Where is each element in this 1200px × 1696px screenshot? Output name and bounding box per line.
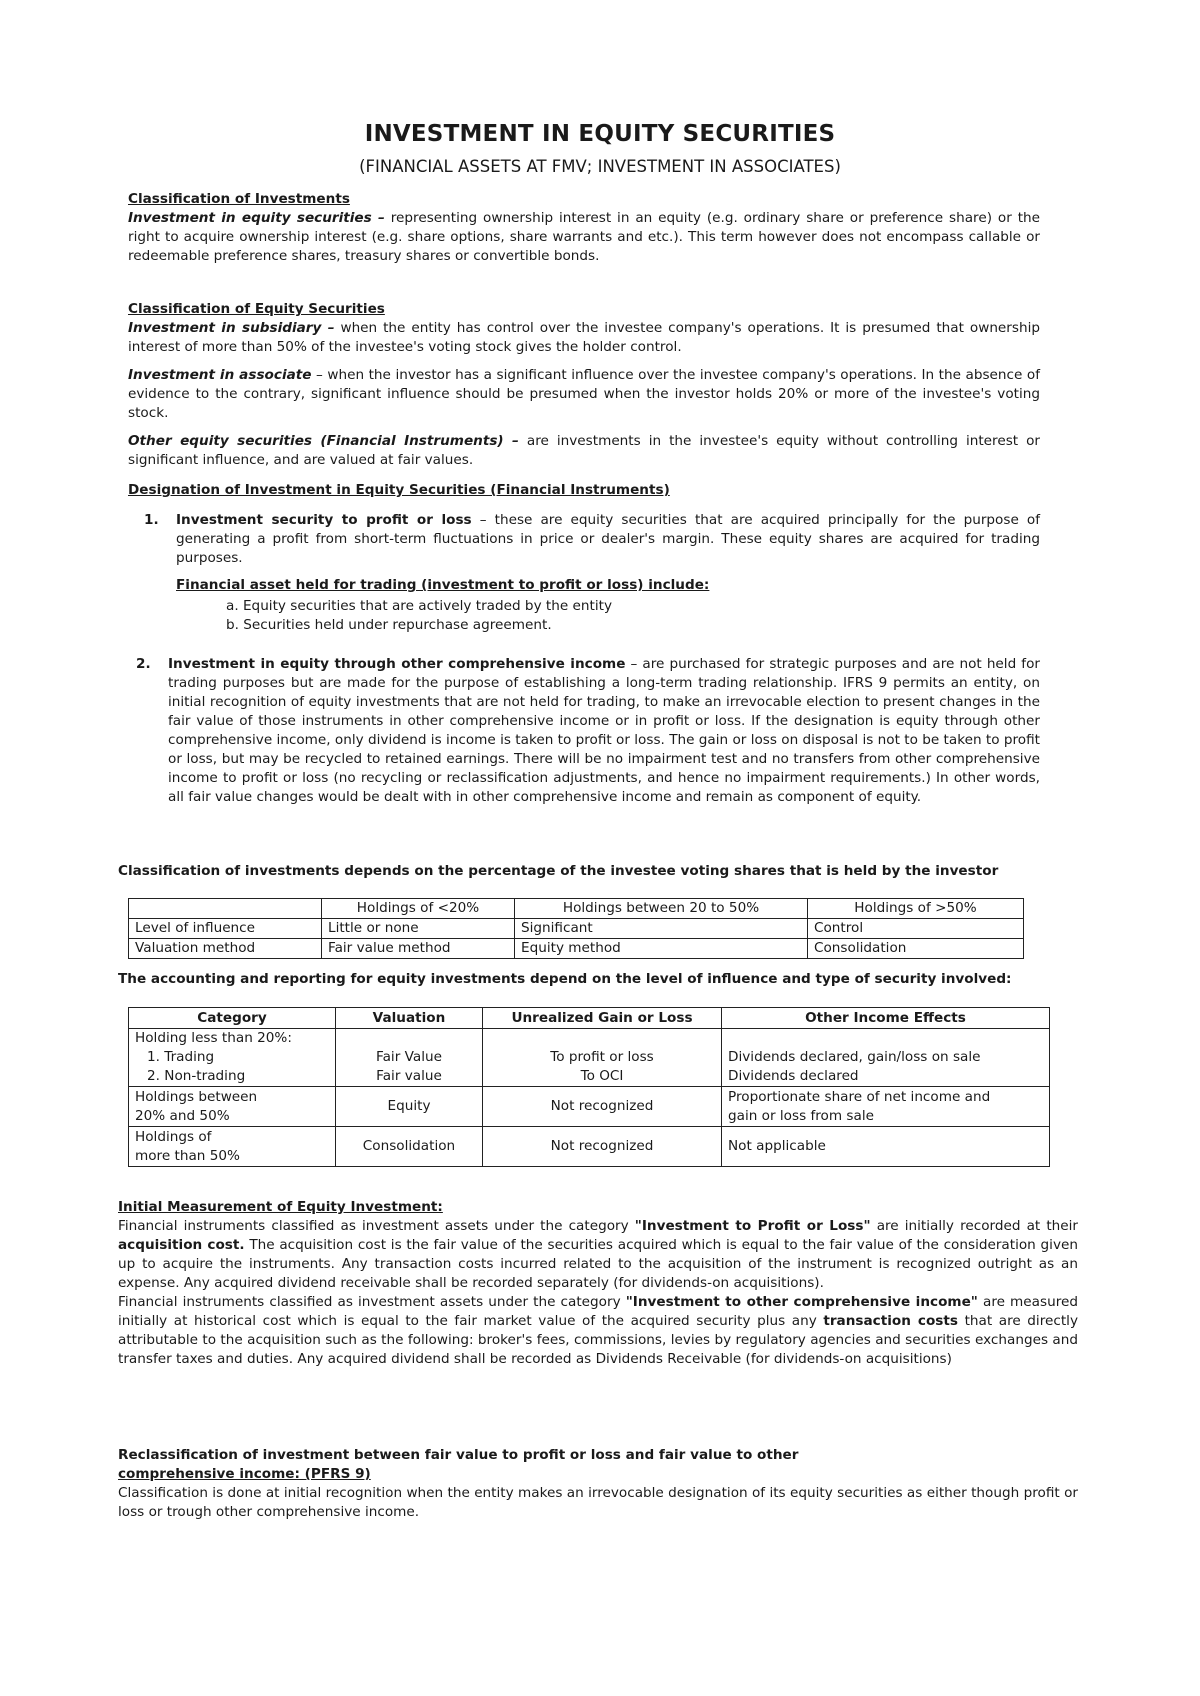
table-row — [129, 1127, 1050, 1167]
cell-line: Holding less than 20%: — [135, 1030, 292, 1046]
term: Investment security to profit or loss — [176, 512, 472, 528]
influence-table — [128, 898, 1024, 959]
cell-line: Holdings between — [135, 1088, 258, 1105]
paragraph-text: Financial instruments classified as investment assets under the category — [118, 1218, 629, 1234]
paragraph-text: Classification is done at initial recognition when the entity makes an irrevocable designation of its equity securities as either though profit or loss or trough other comprehensive income. — [118, 1485, 1078, 1520]
cell-line: 1. Trading — [147, 1049, 215, 1065]
section-heading: Classification of Equity Securities — [128, 301, 385, 317]
table-header-row — [129, 1008, 1050, 1029]
table-header-cell: Category — [129, 1008, 336, 1029]
term: Investment in equity through other comprehensive income — [168, 656, 626, 672]
cell-line: Proportionate share of net income and — [728, 1088, 991, 1105]
section-designation — [128, 481, 1040, 500]
term: Investment in subsidiary – — [128, 320, 335, 336]
table-cell: Significant — [515, 919, 808, 939]
paragraph-associate — [128, 366, 1040, 423]
list-number: 1. — [144, 512, 159, 528]
term: Investment in associate — [128, 367, 312, 383]
section-heading-underlined: comprehensive income: (PFRS 9) — [118, 1466, 371, 1482]
paragraph-text: that are directly attributable to the acquisition such as the following: broker's fees, commissions, levies by regulatory agencies and securities exchanges and transfer taxes and duties. Any acquired dividend shall be recorded as Dividends Receivable (for dividends-on acquisitions) — [118, 1313, 1078, 1367]
table-cell: Control — [808, 919, 1024, 939]
table-row — [129, 1087, 1050, 1127]
sub-list-item-b: b. Securities held under repurchase agreement. — [226, 617, 552, 633]
paragraph-other-equity — [128, 432, 1040, 470]
cell-line: To OCI — [580, 1068, 624, 1084]
table-header-cell: Unrealized Gain or Loss — [483, 1008, 722, 1029]
table-cell — [129, 1029, 336, 1087]
paragraph-text: – when the investor has a significant influence over the investee company's operations. In the absence of evidence to the contrary, significant influence should be presumed when the investor holds 20% or more of the investee's voting stock. — [128, 367, 1040, 421]
section-classification-of-investments — [128, 190, 1040, 266]
paragraph-subsidiary — [128, 319, 1040, 357]
table-cell: Level of influence — [129, 919, 322, 939]
list-number: 2. — [136, 656, 151, 672]
table-header-cell: Valuation — [336, 1008, 483, 1029]
table-cell — [129, 1127, 336, 1167]
term: Investment in equity securities – — [128, 210, 385, 226]
table1-caption: Classification of investments depends on the percentage of the investee voting shares that is held by the investor — [118, 863, 999, 879]
section-initial-measurement — [118, 1198, 1078, 1369]
term: transaction costs — [823, 1313, 958, 1329]
table-cell: Fair value method — [322, 939, 515, 959]
cell-line: Holdings of — [135, 1128, 212, 1145]
paragraph-text: are initially recorded at their — [876, 1218, 1079, 1234]
table-cell — [722, 1087, 1050, 1127]
paragraph-text: when the entity has control over the investee company's operations. It is presumed that ownership interest of more than 50% of the investee's voting stock gives the holder control. — [128, 320, 1040, 355]
paragraph-text: are measured initially at historical cost which is equal to the fair market value of the acquired security plus any — [118, 1294, 1078, 1329]
table-cell: Little or none — [322, 919, 515, 939]
list-item-2 — [168, 655, 1040, 807]
cell-line: Fair Value — [376, 1049, 442, 1065]
cell-line: more than 50% — [135, 1147, 240, 1164]
term: "Investment to other comprehensive income" — [625, 1294, 978, 1310]
table-cell: Not applicable — [722, 1127, 1050, 1167]
section-reclassification — [118, 1446, 1078, 1522]
paragraph — [118, 1293, 1078, 1369]
sub-heading-held-for-trading — [176, 576, 1040, 595]
section-heading: Designation of Investment in Equity Securities (Financial Instruments) — [128, 482, 670, 498]
page-title: INVESTMENT IN EQUITY SECURITIES — [364, 121, 836, 147]
term: "Investment to Profit or Loss" — [634, 1218, 871, 1234]
cell-line: gain or loss from sale — [728, 1107, 874, 1124]
section-heading: Classification of Investments — [128, 191, 350, 207]
table-row — [129, 1029, 1050, 1087]
section-heading: Initial Measurement of Equity Investment: — [118, 1199, 443, 1215]
table-cell: Consolidation — [808, 939, 1024, 959]
table-cell: Valuation method — [129, 939, 322, 959]
table-header-cell: Holdings of >50% — [808, 899, 1024, 919]
paragraph-text: The acquisition cost is the fair value of the securities acquired which is equal to the fair value of the consideration given up to acquire the instruments. Any transaction costs incurred related to the acquisition of the instrument is recognized outright as an expense. Any acquired dividend receivable shall be recorded separately (for dividends-on acquisitions). — [118, 1237, 1078, 1291]
page-subtitle: (FINANCIAL ASSETS AT FMV; INVESTMENT IN ASSOCIATES) — [359, 157, 841, 176]
paragraph-text: Financial instruments classified as investment assets under the category — [118, 1294, 621, 1310]
table2-caption: The accounting and reporting for equity investments depend on the level of influence and type of security involved: — [118, 971, 1012, 987]
paragraph — [128, 209, 1040, 266]
term: Other equity securities (Financial Instruments) – — [128, 433, 519, 449]
table-cell — [129, 1087, 336, 1127]
table-cell — [483, 1029, 722, 1087]
term: acquisition cost. — [118, 1237, 245, 1253]
cell-line: 2. Non-trading — [147, 1068, 246, 1084]
table-cell: Equity method — [515, 939, 808, 959]
cell-line: 20% and 50% — [135, 1107, 230, 1124]
table-header-cell: Holdings of <20% — [322, 899, 515, 919]
paragraph-text: – these are equity securities that are acquired principally for the purpose of generating a profit from short-term fluctuations in price or dealer's margin. These equity shares are acquired for trading purposes. — [176, 512, 1041, 566]
table-row — [129, 919, 1024, 939]
table-header-cell: Other Income Effects — [722, 1008, 1050, 1029]
table-cell: Consolidation — [336, 1127, 483, 1167]
table-row — [129, 899, 1024, 919]
paragraph-text: – are purchased for strategic purposes and are not held for trading purposes but are made for the purpose of establishing a long-term trading relationship. IFRS 9 permits an entity, on initial recognition of equity investments that are not held for trading, to make an irrevocable election to present changes in the fair value of those instruments in other comprehensive income or in profit or loss. If the designation is equity through other comprehensive income, only dividend is income is taken to profit or loss. The gain or loss on disposal is not to be taken to profit or loss, but may be recycled to retained earnings. There will be no impairment test and no transfers from other comprehensive income to profit or loss (no recycling or reclassification adjustments, and hence no impairment requirements.) In other words, all fair value changes would be dealt with in other comprehensive income and remain as component of equity. — [168, 656, 1040, 805]
cell-line: Fair value — [376, 1068, 442, 1084]
list-item-1 — [176, 511, 1040, 568]
table-cell: Not recognized — [483, 1087, 722, 1127]
cell-line: To profit or loss — [550, 1049, 654, 1065]
cell-line: Dividends declared, gain/loss on sale — [728, 1049, 981, 1065]
paragraph-text: are investments in the investee's equity without controlling interest or significant influence, and are valued at fair values. — [128, 433, 1041, 468]
section-heading: Reclassification of investment between fair value to profit or loss and fair value to other — [118, 1447, 799, 1463]
table-row — [129, 939, 1024, 959]
table-header-cell: Holdings between 20 to 50% — [515, 899, 808, 919]
table-cell: Not recognized — [483, 1127, 722, 1167]
section-classification-of-equity-securities — [128, 300, 1040, 470]
sub-heading: Financial asset held for trading (investment to profit or loss) include: — [176, 577, 710, 593]
paragraph-text: representing ownership interest in an equity (e.g. ordinary share or preference share) or the right to acquire ownership interest (e.g. share options, share warrants and etc.). This term however does not encompass callable or redeemable preference shares, treasury shares or convertible bonds. — [128, 210, 1041, 264]
paragraph — [118, 1217, 1078, 1293]
cell-line: Dividends declared — [728, 1068, 859, 1084]
sub-list-item-a: a. Equity securities that are actively traded by the entity — [226, 598, 613, 614]
table-cell: Equity — [336, 1087, 483, 1127]
table-cell — [722, 1029, 1050, 1087]
table-cell — [129, 899, 322, 919]
accounting-table — [128, 1007, 1050, 1167]
table-cell — [336, 1029, 483, 1087]
